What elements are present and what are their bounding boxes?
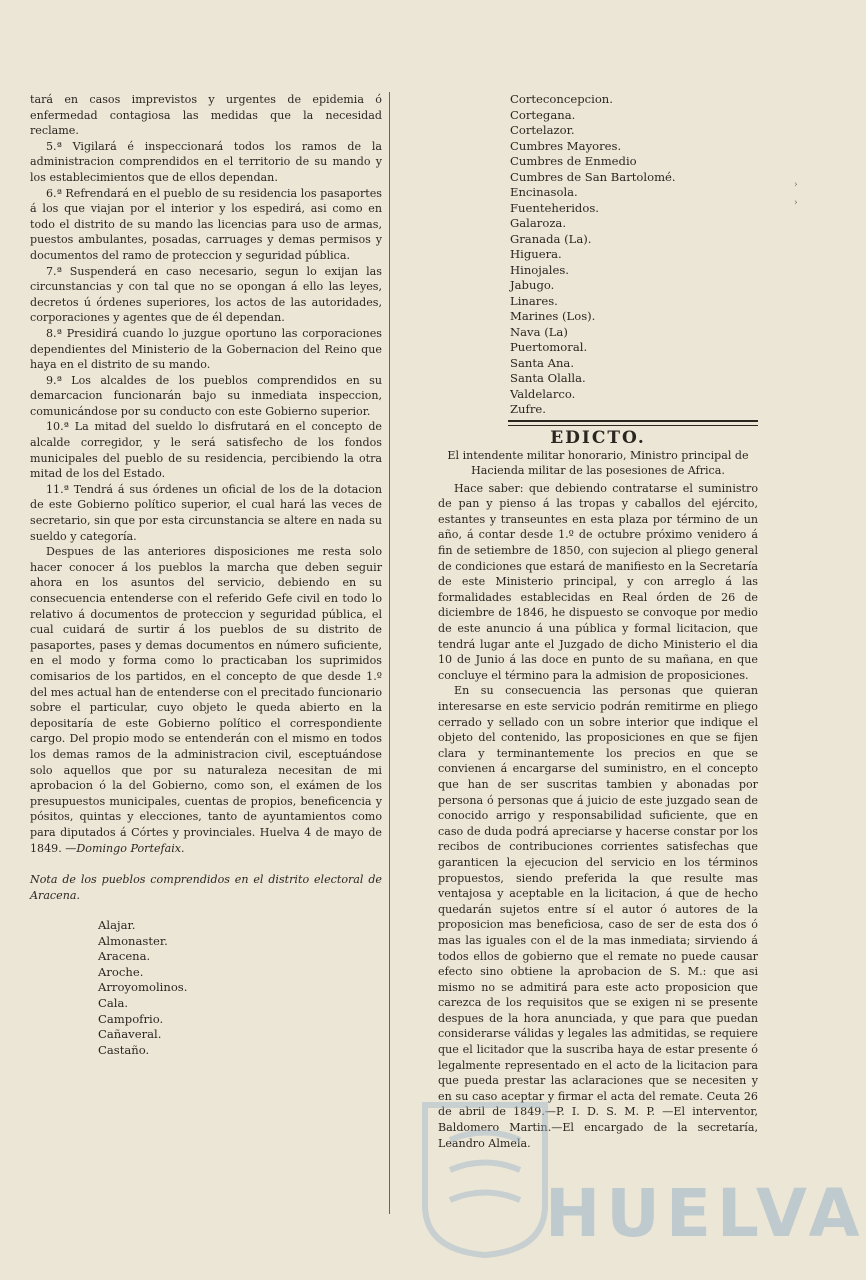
article-5: 5.ª Vigilará é inspeccionará todos los ramos de la administracion comprendidos en el territorio de su mando y los establecimientos que de ellos dependan. [30,139,382,184]
nota-title: Nota de los pueblos comprendidos en el distrito electoral de Aracena. [30,873,382,903]
edicto-title: EDICTO. [550,427,646,448]
paragraph-continuation: tará en casos imprevistos y urgentes de epidemia ó enfermedad contagiosa las medidas que la necesidad reclame. [30,93,382,138]
column-divider [389,92,390,1214]
list-item: Fuenteheridos. [510,200,599,215]
list-item: Hinojales. [510,262,569,277]
list-item: Higuera. [510,247,562,261]
watermark-text: HUELVA [545,1175,866,1252]
list-item: Linares. [510,293,558,308]
signature: —Domingo Portefaix. [65,841,185,855]
list-item: Granada (La). [510,231,592,246]
article-7: 7.ª Suspenderá en caso necesario, segun lo exijan las circunstancias y con tal que no se opongan á ello las leyes, decretos ú órdenes superiores, los actos de las autoridades, corporaciones y agentes que de él dependan. [30,264,382,325]
list-item: Cortegana. [510,107,576,122]
edicto-paragraph-1: Hace saber: que debiendo contratarse el suministro de pan y pienso á las tropas y caballos del ejército, estantes y transeuntes en esta plaza por término de un año, á contar desde 1.º de octubre próximo venidero á fin de setiembre de 1850, con sujecion al pliego general de condiciones que estará de manifiesto en la Secretaría de este Ministerio principal, y con arreglo á las formalidades establecidas en Real órden de 26 de diciembre de 1846, he dispuesto se convoque por medio de este anuncio á una pública y formal licitacion, que tendrá lugar ante el Juzgado de dicho Ministerio el dia 10 de Junio á las doce en punto de su mañana, en que concluye el término para la admision de proposiciones. [438,481,758,682]
list-item: Santa Olalla. [510,371,586,385]
list-item: Zufre. [510,402,546,416]
list-item: Campofrio. [98,1011,164,1026]
town-list-right [510,92,758,418]
article-8: 8.ª Presidirá cuando lo juzgue oportuno las corporaciones dependientes del Ministerio de la Gobernacion del Reino que haya en el distrito de su mando. [30,326,382,372]
list-item: Nava (La) [510,324,568,339]
list-item: Santa Ana. [510,355,575,370]
list-item: Galaroza. [510,216,567,230]
closing-text: Despues de las anteriores disposiciones me resta solo hacer conocer á los pueblos la marcha que deben seguir ahora en los asuntos del servicio, debiendo en su consecuencia entenderse con el referido Gefe civil en todo lo relativo á documentos de proteccion y seguridad pública, el cual cuidará de surtir á los pueblos de su distrito de pasaportes, pases y demas documentos en número suficiente, en el modo y forma como lo practicaban los suprimidos comisarios de los partidos, en el concepto de que desde 1.º del mes actual han de entenderse con el precitado funcionario sobre el particular, cuyo objeto le queda abierto en la depositaría de este Gobierno político el correspondiente cargo. Del propio modo se entenderán con el mismo en todos los demas ramos de la administracion civil, esceptuándose solo aquellos que por su naturaleza necesitan de mi aprobacion ó la del Gobierno, como son, el exámen de los presupuestos municipales, cuentas de propios, beneficencia y pósitos, quintas y elecciones, tanto de ayuntamientos como para diputados á Córtes y provinciales. Huelva 4 de mayo de 1849. [30,545,382,855]
town-list-left [98,918,382,1058]
list-item: Cala. [98,996,129,1011]
list-item: Encinasola. [510,185,578,199]
list-item: Valdelarco. [510,386,576,401]
list-item: Castaño. [98,1042,150,1057]
edicto-paragraph-2: En su consecuencia las personas que quieran interesarse en este servicio podrán remitirme en pliego cerrado y sellado con un sobre interior que indique el objeto del contenido, las proposiciones en que se fijen clara y terminantemente los precios en que se convienen á encargarse del suministro, en el concepto que han de ser suscritas tambien y abonadas por persona ó personas que á juicio de este juzgado sean de conocido arrigo y responsabilidad suficiente, que en caso de duda podrá apreciarse y hacerse constar por los recibos de contribuciones corrientes satisfechas que garanticen la ejecucion del servicio en los términos propuestos, siendo preferida la que resulte mas ventajosa y aceptable en la licitacion, á que de hecho quedarán sujetos entre sí el autor ó autores de la proposicion mas beneficiosa, caso de ser de esta dos ó mas las iguales con el de la mas inmediata; sirviendo á todos ellos de gobierno que el remate no puede causar efecto sino obtiene la aprobacion de S. M.: que asi mismo no se admitirá para este acto proposicion que carezca de los requisitos que se exigen ni se presente despues de la hora anunciada, y que para que puedan considerarse válidas y legales las admitidas, se requiere que el licitador que la suscriba haya de estar presente ó legalmente representado en el acto de la licitacion para que pueda prestar las aclaraciones que se necesiten y en su caso aceptar y firmar el acta del remate. Ceuta 26 de abril de 1849.—P. I. D. S. M. P. —El interventor, Baldomero Martin.—El encargado de la secretaría, Leandro Almela. [438,684,758,1150]
list-item: Puertomoral. [510,340,588,354]
list-item: Alajar. [98,918,136,933]
list-item: Almonaster. [98,933,168,948]
list-item: Jabugo. [510,278,555,292]
article-11: 11.ª Tendrá á sus órdenes un oficial de los de la dotacion de este Gobierno político superior, el cual hará las veces de secretario, sin que por esta circunstancia se altere en nada su sueldo y categoría. [30,482,382,543]
list-item: Cañaveral. [98,1027,162,1042]
list-item: Cumbres de San Bartolomé. [510,169,676,184]
list-item: Marines (Los). [510,309,596,323]
right-column [438,92,758,1151]
edicto-heading: El intendente militar honorario, Ministro principal de Hacienda militar de las posesiones de Africa. [447,448,749,478]
list-item: Cortelazor. [510,123,575,137]
margin-mark: › [794,180,798,190]
margin-mark: › [794,198,798,208]
article-10: 10.ª La mitad del sueldo lo disfrutará en el concepto de alcalde corregidor, y le será satisfecho de los fondos municipales del pueblo de su residencia, percibiendo la otra mitad de los del Estado. [30,420,382,481]
list-item: Cumbres Mayores. [510,138,622,153]
list-item: Cumbres de Enmedio [510,154,637,168]
list-item: Aracena. [98,949,151,964]
closing-paragraph [30,544,382,856]
article-9: 9.ª Los alcaldes de los pueblos comprendidos en su demarcacion funcionarán bajo su inmediata inspeccion, comunicándose por su conducto con este Gobierno superior. [30,373,382,418]
list-item: Corteconcepcion. [510,92,613,106]
section-rule [508,420,758,426]
left-column [30,92,382,1058]
article-6: 6.ª Refrendará en el pueblo de su residencia los pasaportes á los que viajan por el interior y los espedirá, asi como en todo el distrito de su mando las licencias para uso de armas, puestos ambulantes, posadas, carruages y demas permisos y documentos del ramo de proteccion y seguridad pública. [30,186,382,262]
list-item: Arroyomolinos. [98,980,188,995]
list-item: Aroche. [98,964,144,979]
